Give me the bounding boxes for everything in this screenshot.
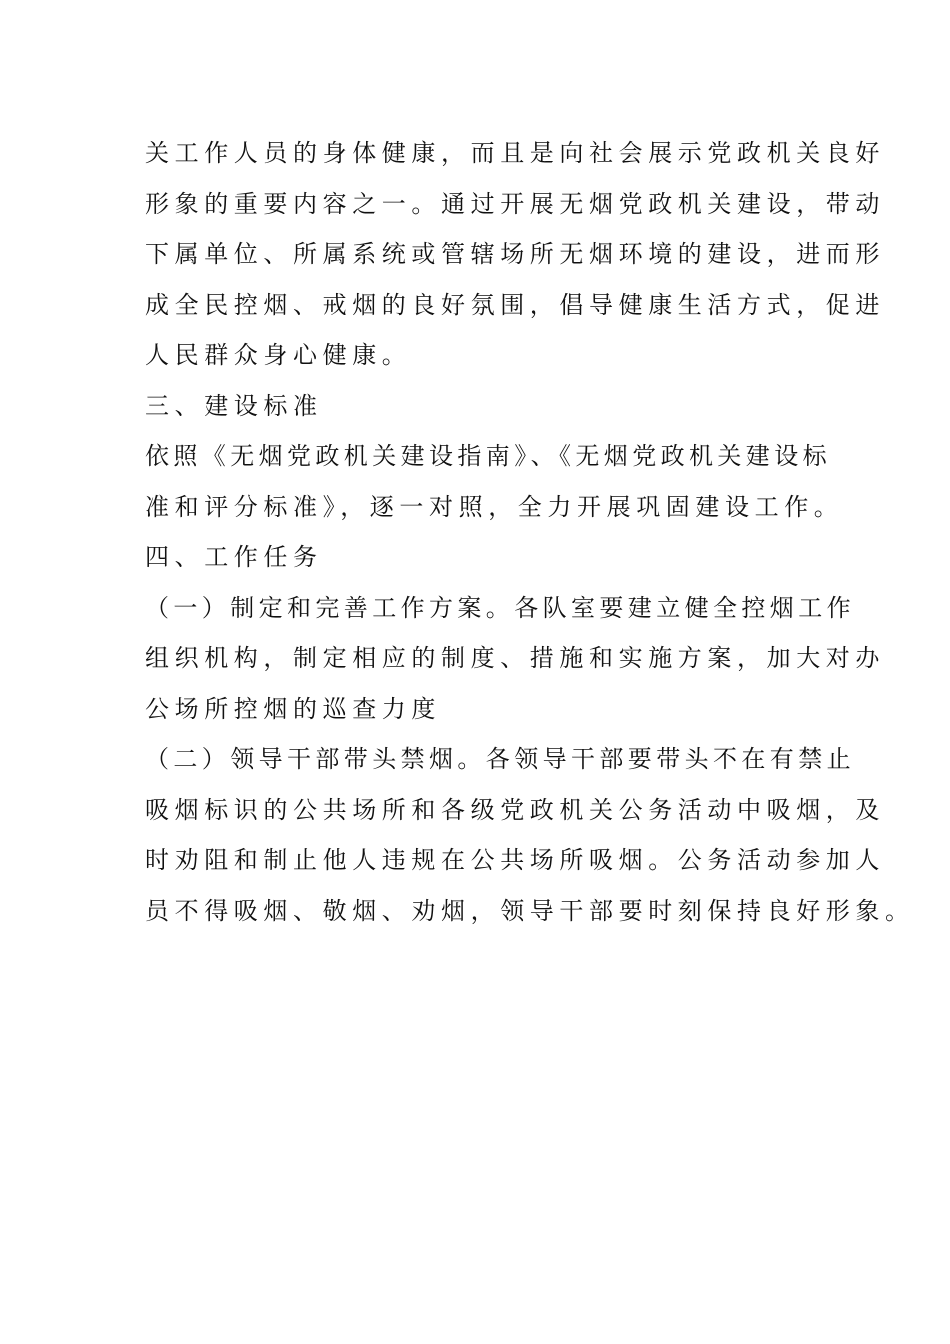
task-item-line: （二）领导干部带头禁烟。各领导干部要带头不在有禁止 (145, 745, 855, 773)
section-heading-tasks: 四、工作任务 (145, 543, 323, 571)
paragraph-line: 下属单位、所属系统或管辖场所无烟环境的建设，进而形 (145, 240, 885, 268)
task-item-line: 公场所控烟的巡查力度 (145, 694, 441, 723)
section-heading-standards: 三、建设标准 (145, 391, 323, 420)
paragraph-line: 人民群众身心健康。 (145, 341, 412, 369)
task-item-line: 组织机构，制定相应的制度、措施和实施方案，加大对办 (145, 644, 885, 672)
task-item-line: 员不得吸烟、敬烟、劝烟，领导干部要时刻保持良好形象。 (145, 896, 915, 925)
document-body (145, 128, 915, 936)
paragraph-line: 准和评分标准》，逐一对照，全力开展巩固建设工作。 (145, 492, 844, 521)
task-item-line: 时劝阻和制止他人违规在公共场所吸烟。公务活动参加人 (145, 846, 885, 874)
task-item-line: 吸烟标识的公共场所和各级党政机关公务活动中吸烟，及 (145, 795, 885, 824)
task-item-line: （一）制定和完善工作方案。各队室要建立健全控烟工作 (145, 593, 855, 622)
paragraph-line: 依照《无烟党政机关建设指南》、《无烟党政机关建设标 (145, 442, 831, 470)
paragraph-line: 成全民控烟、戒烟的良好氛围，倡导健康生活方式，促进 (145, 290, 885, 319)
paragraph-line: 关工作人员的身体健康，而且是向社会展示党政机关良好 (145, 139, 885, 167)
paragraph-line: 形象的重要内容之一。通过开展无烟党政机关建设，带动 (145, 189, 885, 218)
